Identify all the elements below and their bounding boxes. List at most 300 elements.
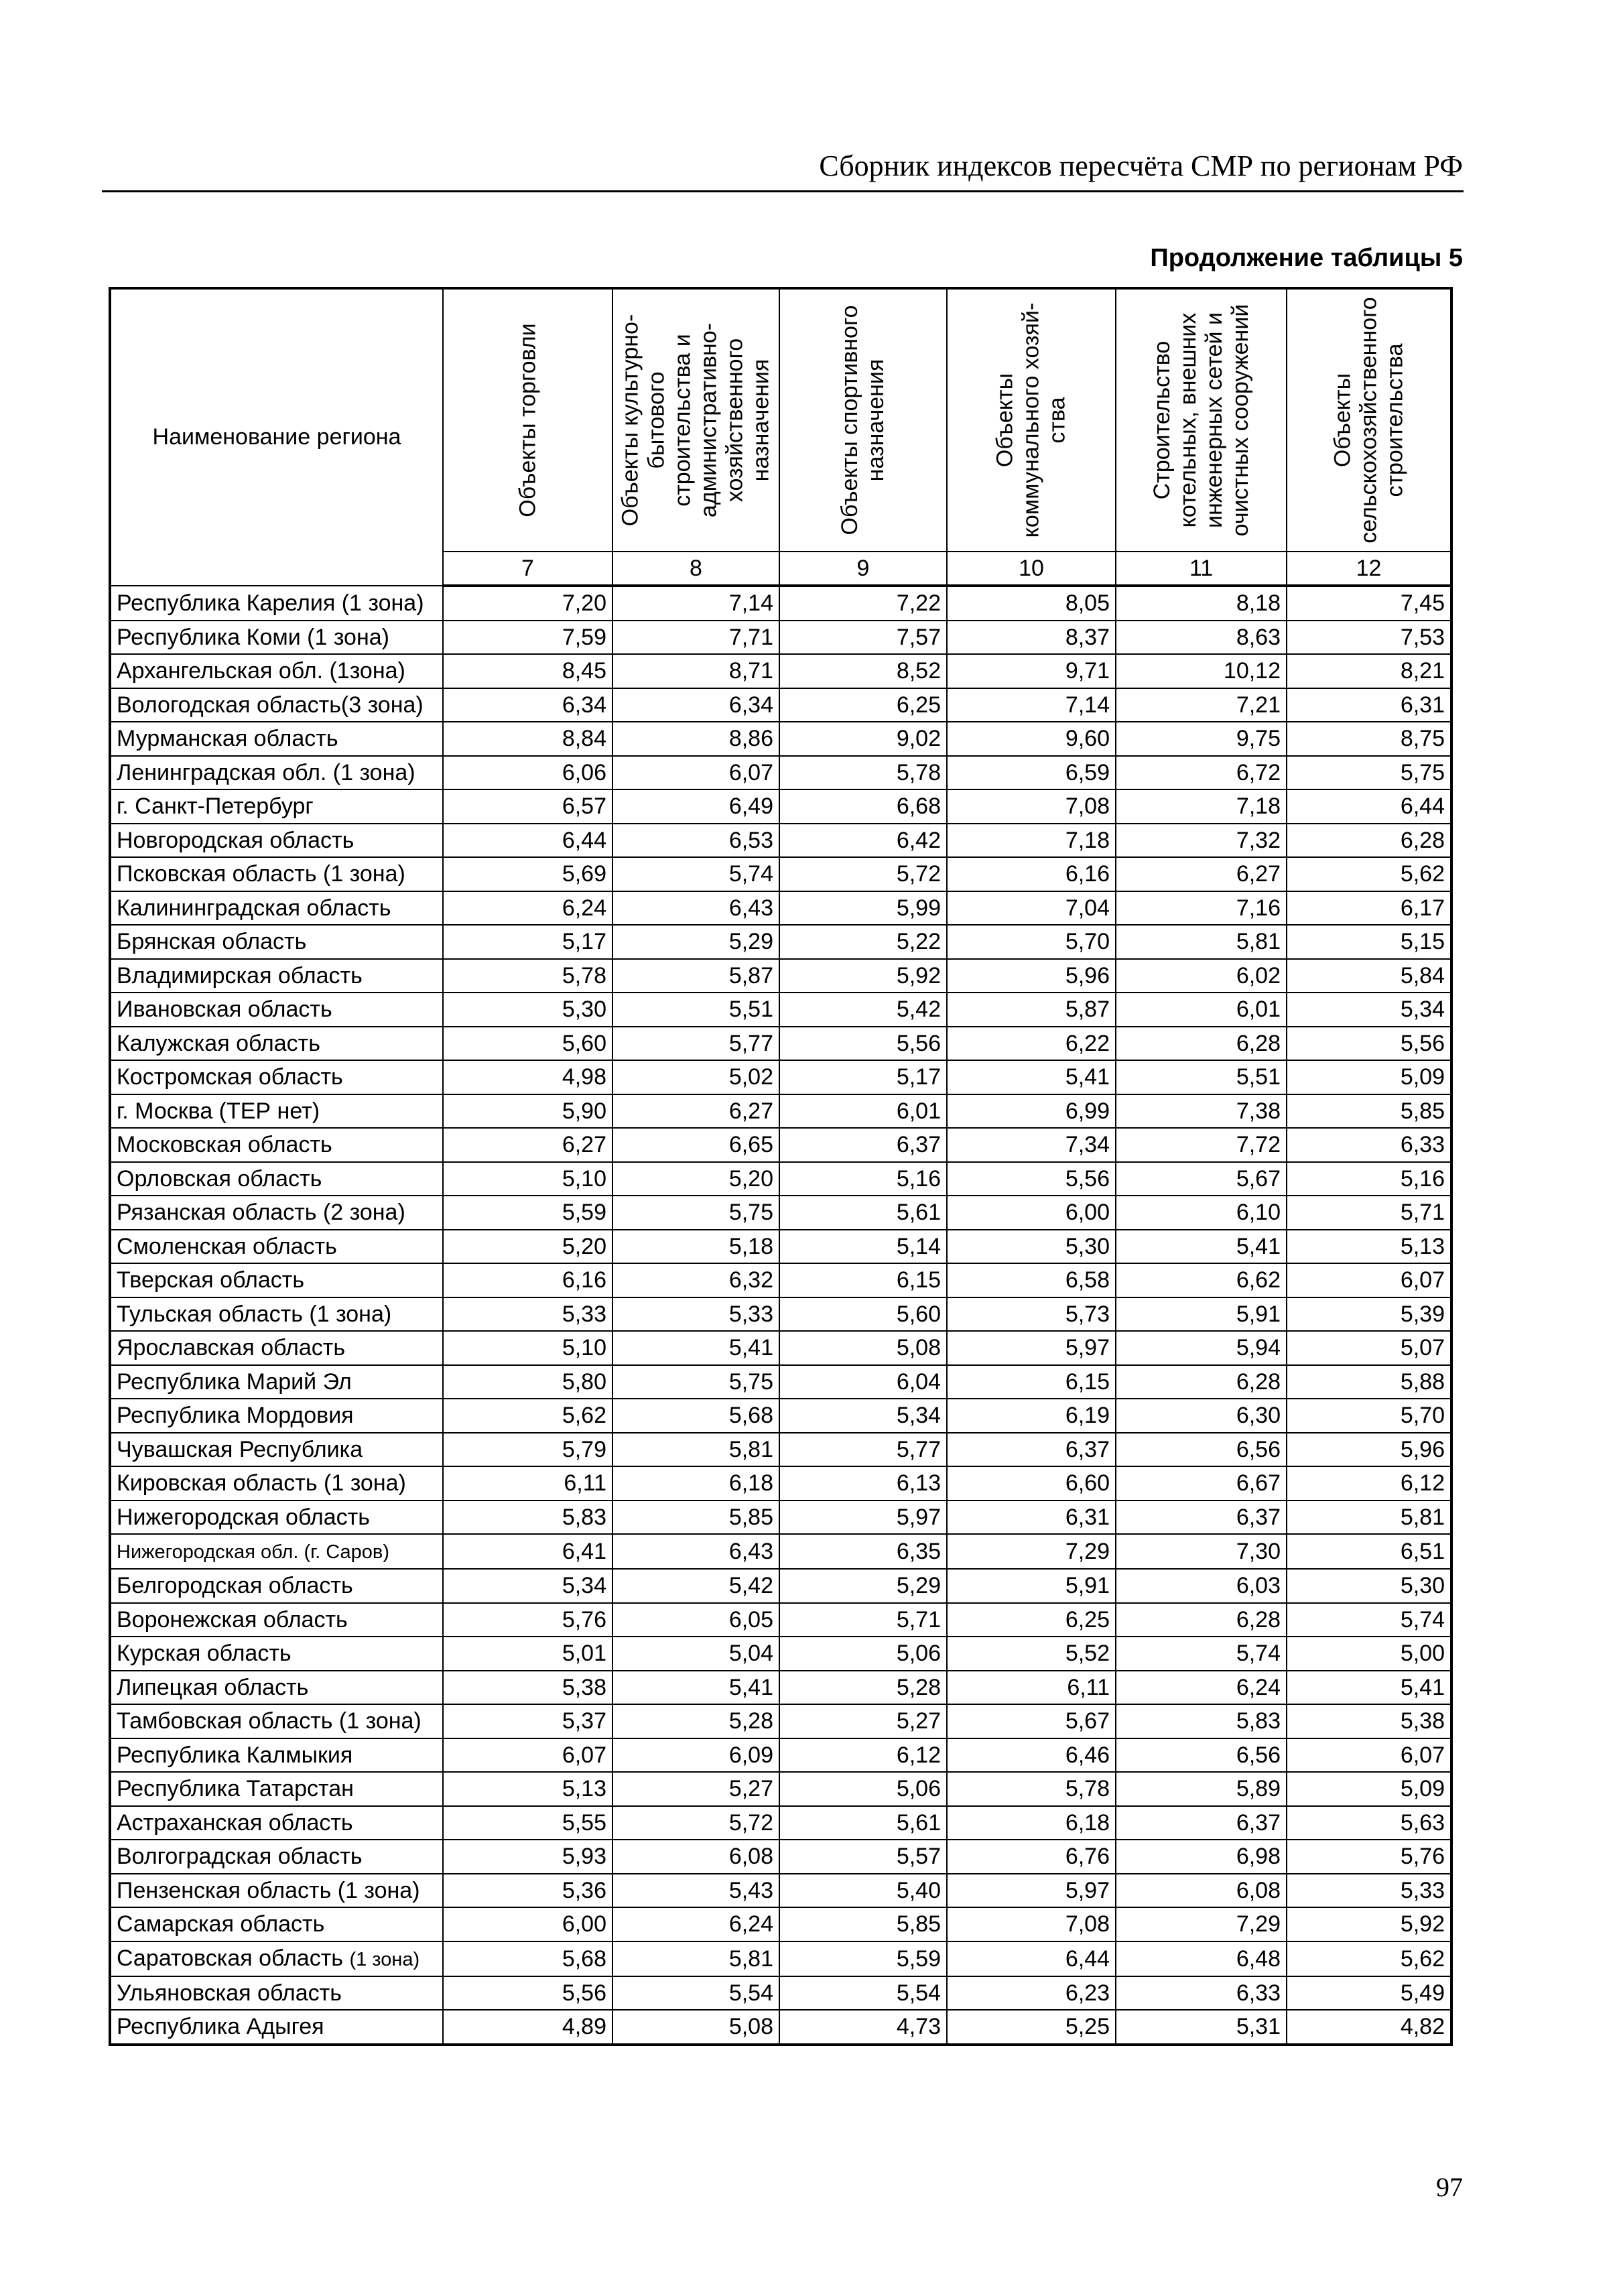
index-value-cell: 6,13 (779, 1466, 947, 1501)
index-value-cell: 6,06 (443, 756, 612, 790)
index-value-cell: 7,72 (1116, 1128, 1287, 1162)
region-name-cell (110, 688, 443, 722)
index-value-cell: 5,61 (779, 1196, 947, 1230)
index-value-cell: 9,71 (947, 654, 1116, 688)
region-name: Республика Калмыкия (117, 1742, 353, 1768)
index-value-cell: 5,41 (1116, 1230, 1287, 1264)
table-row (110, 857, 1451, 891)
index-value-cell: 6,25 (947, 1603, 1116, 1637)
table-row (110, 993, 1451, 1027)
index-value-cell: 6,27 (443, 1128, 612, 1162)
index-value-cell: 5,36 (443, 1874, 612, 1908)
index-value-cell: 5,81 (1116, 925, 1287, 959)
index-value-cell: 5,77 (779, 1433, 947, 1467)
table-row (110, 1060, 1451, 1094)
index-value-cell: 5,81 (612, 1941, 779, 1976)
index-value-cell: 5,69 (443, 857, 612, 891)
table-row (110, 1907, 1451, 1941)
index-value-cell: 5,34 (443, 1569, 612, 1603)
index-value-cell: 5,01 (443, 1637, 612, 1671)
region-name-cell (110, 1060, 443, 1094)
index-value-cell: 5,10 (443, 1162, 612, 1196)
index-value-cell: 6,07 (1287, 1263, 1451, 1297)
region-name: Ленинградская обл. (1 зона) (117, 759, 415, 785)
index-value-cell: 7,04 (947, 891, 1116, 926)
index-value-cell: 6,37 (779, 1128, 947, 1162)
region-name: Липецкая область (117, 1674, 309, 1700)
index-value-cell: 5,51 (1116, 1060, 1287, 1094)
region-name-cell (110, 1128, 443, 1162)
index-value-cell: 5,76 (443, 1603, 612, 1637)
index-value-cell: 6,07 (443, 1738, 612, 1773)
region-name-cell (110, 722, 443, 756)
region-name: г. Москва (ТЕР нет) (117, 1098, 320, 1124)
region-name-cell (110, 1331, 443, 1365)
index-value-cell: 6,37 (1116, 1806, 1287, 1840)
index-value-cell: 5,34 (1287, 993, 1451, 1027)
index-value-cell: 6,24 (1116, 1671, 1287, 1705)
index-value-cell: 6,15 (779, 1263, 947, 1297)
header-rule (102, 190, 1464, 192)
index-value-cell: 6,44 (947, 1941, 1116, 1976)
index-value-cell: 4,89 (443, 2010, 612, 2045)
region-name-cell (110, 1094, 443, 1129)
region-name: Белгородская область (117, 1573, 353, 1599)
table-row (110, 1534, 1451, 1569)
index-value-cell: 5,57 (779, 1840, 947, 1874)
region-name-cell (110, 1162, 443, 1196)
region-name: Смоленская область (117, 1233, 337, 1259)
region-name: Республика Карелия (1 зона) (117, 590, 424, 616)
index-value-cell: 5,15 (1287, 925, 1451, 959)
index-value-cell: 6,98 (1116, 1840, 1287, 1874)
index-value-cell: 7,16 (1116, 891, 1287, 926)
index-value-cell: 5,88 (1287, 1365, 1451, 1399)
index-value-cell: 7,34 (947, 1128, 1116, 1162)
index-value-cell: 5,08 (612, 2010, 779, 2045)
region-name: Курская область (117, 1641, 292, 1667)
index-value-cell: 5,06 (779, 1772, 947, 1806)
region-name-cell (110, 1027, 443, 1061)
index-value-cell: 7,71 (612, 621, 779, 655)
index-value-cell: 5,85 (779, 1907, 947, 1941)
index-value-cell: 6,10 (1116, 1196, 1287, 1230)
table-row (110, 1704, 1451, 1738)
index-value-cell: 6,51 (1287, 1534, 1451, 1569)
index-value-cell: 6,37 (1116, 1501, 1287, 1535)
index-value-cell: 5,20 (612, 1162, 779, 1196)
index-value-cell: 5,31 (1116, 2010, 1287, 2045)
index-value-cell: 6,57 (443, 789, 612, 824)
index-value-cell: 6,04 (779, 1365, 947, 1399)
table-row (110, 586, 1451, 621)
index-value-cell: 5,33 (1287, 1874, 1451, 1908)
region-name-cell (110, 925, 443, 959)
region-name-cell (110, 1874, 443, 1908)
column-number: 11 (1116, 552, 1287, 586)
index-value-cell: 5,70 (1287, 1399, 1451, 1433)
index-value-cell: 5,71 (1287, 1196, 1451, 1230)
index-value-cell: 5,87 (947, 993, 1116, 1027)
index-value-cell: 6,08 (612, 1840, 779, 1874)
index-value-cell: 7,08 (947, 789, 1116, 824)
index-value-cell: 5,49 (1287, 1976, 1451, 2011)
index-value-cell: 5,99 (779, 891, 947, 926)
table-caption: Продолжение таблицы 5 (1150, 244, 1463, 272)
index-value-cell: 5,18 (612, 1230, 779, 1264)
region-name-suffix: (1 зона) (349, 1948, 420, 1970)
index-value-cell: 5,08 (779, 1331, 947, 1365)
index-value-cell: 6,00 (947, 1196, 1116, 1230)
index-value-cell: 6,32 (612, 1263, 779, 1297)
index-value-cell: 5,10 (443, 1331, 612, 1365)
table-row (110, 1399, 1451, 1433)
region-name: Республика Мордовия (117, 1403, 354, 1429)
index-value-cell: 6,43 (612, 1534, 779, 1569)
region-name: Республика Марий Эл (117, 1368, 352, 1395)
index-value-cell: 6,27 (1116, 857, 1287, 891)
region-name-cell (110, 993, 443, 1027)
index-value-cell: 4,82 (1287, 2010, 1451, 2045)
index-value-cell: 5,22 (779, 925, 947, 959)
index-value-cell: 5,34 (779, 1399, 947, 1433)
table-row (110, 1196, 1451, 1230)
index-value-cell: 5,81 (1287, 1501, 1451, 1535)
table-row (110, 1162, 1451, 1196)
region-name: Псковская область (1 зона) (117, 861, 405, 887)
index-value-cell: 6,68 (779, 789, 947, 824)
index-value-cell: 5,60 (443, 1027, 612, 1061)
index-value-cell: 6,01 (779, 1094, 947, 1129)
region-name-cell (110, 1297, 443, 1332)
index-value-cell: 6,22 (947, 1027, 1116, 1061)
index-value-cell: 5,97 (947, 1874, 1116, 1908)
column-number: 7 (443, 552, 612, 586)
region-name-cell (110, 1941, 443, 1976)
index-value-cell: 6,03 (1116, 1569, 1287, 1603)
column-header-10 (947, 288, 1116, 552)
index-value-cell: 5,70 (947, 925, 1116, 959)
column-number: 9 (779, 552, 947, 586)
column-header-7 (443, 288, 612, 552)
index-value-cell: 5,62 (1287, 1941, 1451, 1976)
region-name-cell (110, 1603, 443, 1637)
region-name-cell (110, 1230, 443, 1264)
index-value-cell: 5,25 (947, 2010, 1116, 2045)
index-value-cell: 5,89 (1116, 1772, 1287, 1806)
index-value-cell: 7,20 (443, 586, 612, 621)
index-value-cell: 6,60 (947, 1466, 1116, 1501)
index-value-cell: 5,67 (1116, 1162, 1287, 1196)
index-value-cell: 7,38 (1116, 1094, 1287, 1129)
index-value-cell: 5,59 (443, 1196, 612, 1230)
table-row (110, 1874, 1451, 1908)
index-value-cell: 6,28 (1116, 1027, 1287, 1061)
table-row (110, 688, 1451, 722)
index-value-cell: 6,65 (612, 1128, 779, 1162)
index-value-cell: 5,37 (443, 1704, 612, 1738)
column-number: 8 (612, 552, 779, 586)
table-row (110, 1976, 1451, 2011)
index-value-cell: 6,07 (612, 756, 779, 790)
region-name: г. Санкт-Петербург (117, 793, 314, 820)
index-value-cell: 5,92 (1287, 1907, 1451, 1941)
region-name: Республика Адыгея (117, 2014, 324, 2040)
index-value-cell: 6,12 (1287, 1466, 1451, 1501)
index-value-cell: 5,30 (443, 993, 612, 1027)
column-number: 12 (1287, 552, 1451, 586)
index-value-cell: 6,76 (947, 1840, 1116, 1874)
index-value-cell: 6,72 (1116, 756, 1287, 790)
index-value-cell: 5,14 (779, 1230, 947, 1264)
index-value-cell: 5,43 (612, 1874, 779, 1908)
index-value-cell: 6,11 (443, 1466, 612, 1501)
region-name: Мурманская область (117, 726, 338, 752)
index-value-cell: 6,30 (1116, 1399, 1287, 1433)
index-value-cell: 5,78 (779, 756, 947, 790)
region-name: Ульяновская область (117, 1980, 342, 2006)
region-name: Республика Коми (1 зона) (117, 624, 389, 650)
index-value-cell: 5,61 (779, 1806, 947, 1840)
index-value-cell: 6,02 (1116, 959, 1287, 993)
region-name-cell (110, 654, 443, 688)
index-value-cell: 7,59 (443, 621, 612, 655)
index-value-cell: 6,12 (779, 1738, 947, 1773)
index-value-cell: 7,32 (1116, 824, 1287, 858)
column-header-12 (1287, 288, 1451, 552)
index-value-cell: 6,23 (947, 1976, 1116, 2011)
index-value-cell: 9,02 (779, 722, 947, 756)
region-name: Воронежская область (117, 1606, 348, 1633)
index-value-cell: 6,42 (779, 824, 947, 858)
index-value-cell: 5,92 (779, 959, 947, 993)
region-name: Калининградская область (117, 895, 391, 921)
index-value-cell: 5,38 (443, 1671, 612, 1705)
region-name-cell (110, 1399, 443, 1433)
index-value-cell: 6,11 (947, 1671, 1116, 1705)
index-value-cell: 5,13 (1287, 1230, 1451, 1264)
index-value-cell: 7,08 (947, 1907, 1116, 1941)
region-name: Самарская область (117, 1911, 325, 1937)
index-value-cell: 5,91 (947, 1569, 1116, 1603)
index-value-cell: 5,33 (443, 1297, 612, 1332)
index-value-cell: 5,33 (612, 1297, 779, 1332)
index-value-cell: 6,99 (947, 1094, 1116, 1129)
table-row (110, 1671, 1451, 1705)
region-name: Саратовская область (117, 1945, 343, 1971)
region-name-cell (110, 1433, 443, 1467)
page-number: 97 (1436, 2172, 1463, 2202)
table-row (110, 1637, 1451, 1671)
index-value-cell: 5,72 (779, 857, 947, 891)
table-row (110, 654, 1451, 688)
index-value-cell: 6,24 (612, 1907, 779, 1941)
region-name: Волгоградская область (117, 1844, 363, 1870)
column-header-9-label: Объекты спортивного назначения (836, 305, 889, 535)
index-value-cell: 5,16 (1287, 1162, 1451, 1196)
table-row (110, 2010, 1451, 2045)
index-value-cell: 5,27 (779, 1704, 947, 1738)
index-value-cell: 6,00 (443, 1907, 612, 1941)
index-value-cell: 7,18 (1116, 789, 1287, 824)
index-value-cell: 6,09 (612, 1738, 779, 1773)
index-value-cell: 7,14 (612, 586, 779, 621)
region-name: Брянская область (117, 929, 307, 955)
region-name: Вологодская область(3 зона) (117, 692, 424, 718)
index-value-cell: 6,33 (1287, 1128, 1451, 1162)
region-name-cell (110, 1196, 443, 1230)
index-value-cell: 8,45 (443, 654, 612, 688)
region-name-cell (110, 586, 443, 621)
index-value-cell: 5,09 (1287, 1060, 1451, 1094)
index-value-cell: 5,77 (612, 1027, 779, 1061)
index-value-cell: 5,54 (779, 1976, 947, 2011)
region-name-cell (110, 1671, 443, 1705)
index-value-cell: 5,75 (1287, 756, 1451, 790)
index-value-cell: 6,28 (1116, 1365, 1287, 1399)
index-value-cell: 6,25 (779, 688, 947, 722)
index-value-cell: 6,18 (947, 1806, 1116, 1840)
index-value-cell: 5,96 (1287, 1433, 1451, 1467)
column-header-11 (1116, 288, 1287, 552)
region-name: Калужская область (117, 1030, 320, 1056)
index-value-cell: 5,20 (443, 1230, 612, 1264)
index-value-cell: 5,60 (779, 1297, 947, 1332)
column-header-8-label: Объекты культурно-бытового строительства и административно-хозяйственного назначения (617, 314, 774, 527)
index-value-cell: 5,42 (612, 1569, 779, 1603)
index-value-cell: 6,07 (1287, 1738, 1451, 1773)
index-value-cell: 6,43 (612, 891, 779, 926)
region-name-cell (110, 621, 443, 655)
index-value-cell: 8,52 (779, 654, 947, 688)
column-header-8 (612, 288, 779, 552)
column-header-10-label: Объекты коммунального хозяй-ства (992, 302, 1070, 538)
table-row (110, 789, 1451, 824)
index-value-cell: 5,68 (612, 1399, 779, 1433)
region-name: Владимирская область (117, 962, 363, 988)
index-value-cell: 9,60 (947, 722, 1116, 756)
index-value-cell: 5,52 (947, 1637, 1116, 1671)
index-value-cell: 5,55 (443, 1806, 612, 1840)
index-value-cell: 5,81 (612, 1433, 779, 1467)
region-name-cell (110, 1806, 443, 1840)
column-header-7-label: Объекты торговли (514, 323, 540, 517)
index-value-cell: 5,59 (779, 1941, 947, 1976)
index-value-cell: 5,90 (443, 1094, 612, 1129)
table-row (110, 1569, 1451, 1603)
index-value-cell: 5,76 (1287, 1840, 1451, 1874)
region-name-cell (110, 891, 443, 926)
index-value-cell: 5,30 (947, 1230, 1116, 1264)
table-row (110, 1128, 1451, 1162)
region-index-table (109, 287, 1453, 2046)
index-value-cell: 5,85 (1287, 1094, 1451, 1129)
index-value-cell: 5,78 (947, 1772, 1116, 1806)
index-value-cell: 7,29 (1116, 1907, 1287, 1941)
region-name: Нижегородская обл. (г. Саров) (117, 1541, 389, 1563)
index-value-cell: 5,74 (612, 857, 779, 891)
index-value-cell: 6,05 (612, 1603, 779, 1637)
index-value-cell: 5,42 (779, 993, 947, 1027)
index-value-cell: 5,83 (443, 1501, 612, 1535)
column-header-12-label: Объекты сельскохозяйственного строительства (1329, 297, 1408, 544)
index-value-cell: 5,38 (1287, 1704, 1451, 1738)
region-name-cell (110, 1569, 443, 1603)
index-value-cell: 6,28 (1287, 824, 1451, 858)
region-name: Московская область (117, 1132, 332, 1158)
index-value-cell: 6,58 (947, 1263, 1116, 1297)
table-row (110, 621, 1451, 655)
region-name: Архангельская обл. (1зона) (117, 658, 405, 684)
index-value-cell: 5,87 (612, 959, 779, 993)
index-value-cell: 5,97 (779, 1501, 947, 1535)
index-value-cell: 8,37 (947, 621, 1116, 655)
index-value-cell: 5,68 (443, 1941, 612, 1976)
table-row (110, 1603, 1451, 1637)
index-value-cell: 5,97 (947, 1331, 1116, 1365)
region-name: Орловская область (117, 1165, 322, 1192)
index-value-cell: 5,78 (443, 959, 612, 993)
table-row (110, 722, 1451, 756)
index-value-cell: 6,08 (1116, 1874, 1287, 1908)
table-row (110, 1230, 1451, 1264)
index-value-cell: 6,18 (612, 1466, 779, 1501)
table-row (110, 1297, 1451, 1332)
index-value-cell: 10,12 (1116, 654, 1287, 688)
index-value-cell: 7,57 (779, 621, 947, 655)
index-value-cell: 4,98 (443, 1060, 612, 1094)
region-name: Чувашская Республика (117, 1436, 363, 1462)
index-value-cell: 5,80 (443, 1365, 612, 1399)
index-value-cell: 5,54 (612, 1976, 779, 2011)
index-value-cell: 5,74 (1287, 1603, 1451, 1637)
table-row (110, 1263, 1451, 1297)
table-row (110, 891, 1451, 926)
index-value-cell: 5,41 (1287, 1671, 1451, 1705)
region-name: Ярославская область (117, 1335, 346, 1361)
table-row (110, 1433, 1451, 1467)
region-column-header: Наименование региона (110, 288, 443, 586)
index-value-cell: 7,29 (947, 1534, 1116, 1569)
index-value-cell: 7,53 (1287, 621, 1451, 655)
index-value-cell: 5,96 (947, 959, 1116, 993)
index-value-cell: 6,59 (947, 756, 1116, 790)
index-value-cell: 6,33 (1116, 1976, 1287, 2011)
index-value-cell: 5,29 (612, 925, 779, 959)
index-value-cell: 6,49 (612, 789, 779, 824)
index-value-cell: 6,62 (1116, 1263, 1287, 1297)
index-value-cell: 6,44 (443, 824, 612, 858)
index-value-cell: 5,56 (779, 1027, 947, 1061)
index-value-cell: 6,17 (1287, 891, 1451, 926)
index-value-cell: 5,41 (947, 1060, 1116, 1094)
index-value-cell: 7,14 (947, 688, 1116, 722)
region-name-cell (110, 1637, 443, 1671)
region-name: Кировская область (1 зона) (117, 1470, 406, 1496)
index-value-cell: 5,93 (443, 1840, 612, 1874)
table-row (110, 959, 1451, 993)
region-name: Тамбовская область (1 зона) (117, 1708, 422, 1734)
index-value-cell: 5,91 (1116, 1297, 1287, 1332)
region-name-cell (110, 1534, 443, 1569)
index-value-cell: 7,21 (1116, 688, 1287, 722)
index-value-cell: 5,71 (779, 1603, 947, 1637)
region-name-cell (110, 857, 443, 891)
index-value-cell: 6,31 (1287, 688, 1451, 722)
table-row (110, 1501, 1451, 1535)
index-value-cell: 5,84 (1287, 959, 1451, 993)
index-value-cell: 6,37 (947, 1433, 1116, 1467)
